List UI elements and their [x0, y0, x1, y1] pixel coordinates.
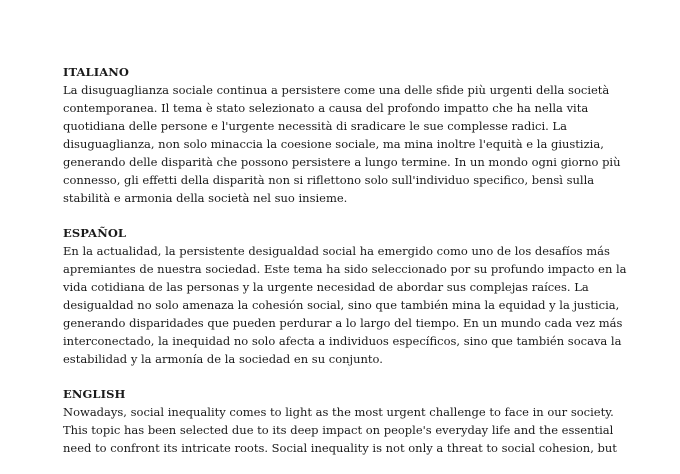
section-heading: ITALIANO [63, 65, 129, 79]
text-line: desigualdad no solo amenaza la cohesión social, sino que también mina la equidad y la justicia, [63, 298, 620, 312]
section-english [63, 385, 623, 457]
text-line: La disuguaglianza sociale continua a persistere come una delle sfide più urgenti della società [63, 83, 610, 97]
section-paragraph [63, 242, 627, 368]
section-paragraph [63, 81, 623, 207]
text-line: estabilidad y la armonía de la sociedad en su conjunto. [63, 352, 383, 366]
section-heading: ENGLISH [63, 387, 126, 401]
section-italiano [63, 63, 623, 207]
section-paragraph [63, 403, 623, 457]
document-page [63, 63, 627, 474]
text-line: vida cotidiana de las personas y la urgente necesidad de abordar sus complejas raíces. La [63, 280, 589, 294]
text-line: need to confront its intricate roots. Social inequality is not only a threat to social cohesion, but [63, 441, 617, 455]
text-line: quotidiana delle persone e l'urgente necessità di sradicare le sue complesse radici. La [63, 119, 567, 133]
text-line: generando disparidades que pueden perdurar a lo largo del tiempo. En un mundo cada vez más [63, 316, 623, 330]
text-line: Nowadays, social inequality comes to light as the most urgent challenge to face in our society. [63, 405, 614, 419]
text-line: En la actualidad, la persistente desigualdad social ha emergido como uno de los desafíos más [63, 244, 610, 258]
text-line: This topic has been selected due to its deep impact on people's everyday life and the essential [63, 423, 614, 437]
text-line: contemporanea. Il tema è stato selezionato a causa del profondo impatto che ha nella vita [63, 101, 589, 115]
text-line: stabilità e armonia della società nel suo insieme. [63, 191, 348, 205]
text-line: interconectado, la inequidad no solo afecta a individuos específicos, sino que también socava la [63, 334, 622, 348]
section-heading: ESPAÑOL [63, 226, 127, 240]
text-line: apremiantes de nuestra sociedad. Este tema ha sido seleccionado por su profundo impacto en la [63, 262, 627, 276]
text-line: disuguaglianza, non solo minaccia la coesione sociale, ma mina inoltre l'equità e la giustizia, [63, 137, 604, 151]
text-line: generando delle disparità che possono persistere a lungo termine. In un mondo ogni giorno più [63, 155, 621, 169]
section-espanol [63, 224, 627, 368]
text-line: connesso, gli effetti della disparità non si riflettono solo sull'individuo specifico, bensì sulla [63, 173, 595, 187]
